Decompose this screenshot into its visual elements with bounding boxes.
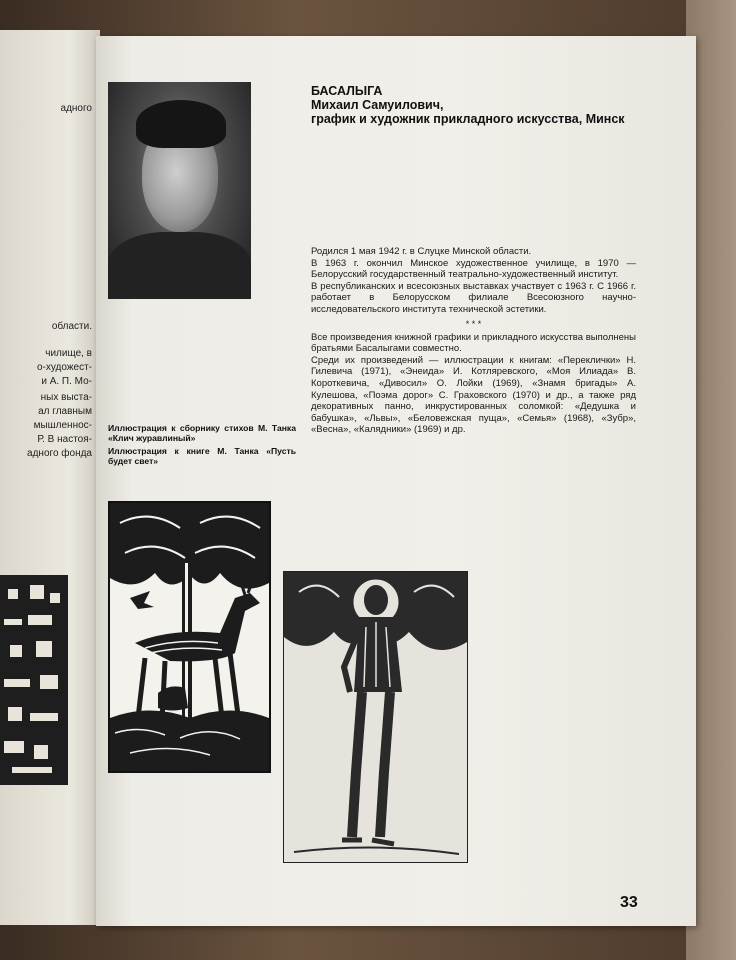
bio-paragraph: Все произведения книжной графики и прикладного искусства выполнены братьями Басалыгами совместно. bbox=[311, 331, 636, 355]
embroidery-illustration bbox=[0, 575, 68, 785]
left-fragment: области. bbox=[51, 321, 92, 332]
section-divider: * * * bbox=[465, 318, 482, 329]
caption-first: Иллюстрация к сборнику стихов М. Танка «Клич журавлиный» bbox=[108, 423, 296, 443]
bio-paragraph: В республиканских и всесоюзных выставках участвует с 1963 г. С 1966 г. работает в Белорусском филиале Всесоюзного научно-исследовательского института технической эстетики. bbox=[311, 280, 636, 315]
left-fragment: адного bbox=[60, 103, 92, 114]
biography bbox=[311, 246, 636, 436]
bio-paragraph: В 1963 г. окончил Минское художественное училище, в 1970 — Белорусский государственный театрально-художественный институт. bbox=[311, 257, 636, 281]
left-fragment: о-художест- bbox=[36, 362, 92, 373]
bio-paragraph: Родился 1 мая 1942 г. в Слуцке Минской области. bbox=[311, 246, 532, 257]
left-fragment: мышленнос- bbox=[33, 420, 92, 431]
portrait-photo bbox=[108, 82, 251, 299]
caption-second: Иллюстрация к книге М. Танка «Пусть будет свет» bbox=[108, 446, 296, 466]
artist-header bbox=[311, 84, 625, 126]
artist-surname: БАСАЛЫГА bbox=[311, 84, 383, 98]
left-fragment: адного фонда bbox=[27, 448, 92, 459]
deer-engraving bbox=[110, 503, 269, 771]
left-fragment: ных выста- bbox=[40, 392, 92, 403]
figure-engraving bbox=[284, 572, 467, 862]
page-number: 33 bbox=[620, 894, 638, 911]
left-page bbox=[0, 30, 100, 925]
right-page bbox=[96, 36, 696, 926]
bio-paragraph: Среди их произведений — иллюстрации к книгам: «Переклички» Н. Гилевича (1971), «Энеида» И. Котляревского, «Моя Илиада» В. Короткевича, «Дивосил» О. Лойки (1969), «Знамя бригады» А. Кулешова, «Поэма дорог» С. Граховского (1970) и др., а также ряд декоративных панно, инкрустированных соломкой: «Дедушка и бабушка», «Львы», «Беловежская пуща», «Семья» (1968), «Зубр», «Весна», «Калядники» (1969) и др. bbox=[311, 354, 636, 436]
portrait-hair bbox=[136, 100, 226, 148]
artist-profession: график и художник прикладного искусства, Минск bbox=[311, 112, 625, 126]
illustration-deer bbox=[108, 501, 271, 773]
left-fragment: Р. В настоя- bbox=[37, 434, 92, 445]
left-fragment: чилище, в bbox=[45, 348, 92, 359]
left-fragment: и А. П. Мо- bbox=[41, 376, 92, 387]
illustration-figure bbox=[283, 571, 468, 863]
artist-name: Михаил Самуилович, bbox=[311, 98, 444, 112]
portrait-body bbox=[108, 232, 251, 299]
left-fragment: ал главным bbox=[38, 406, 92, 417]
illustration-captions bbox=[108, 423, 296, 469]
